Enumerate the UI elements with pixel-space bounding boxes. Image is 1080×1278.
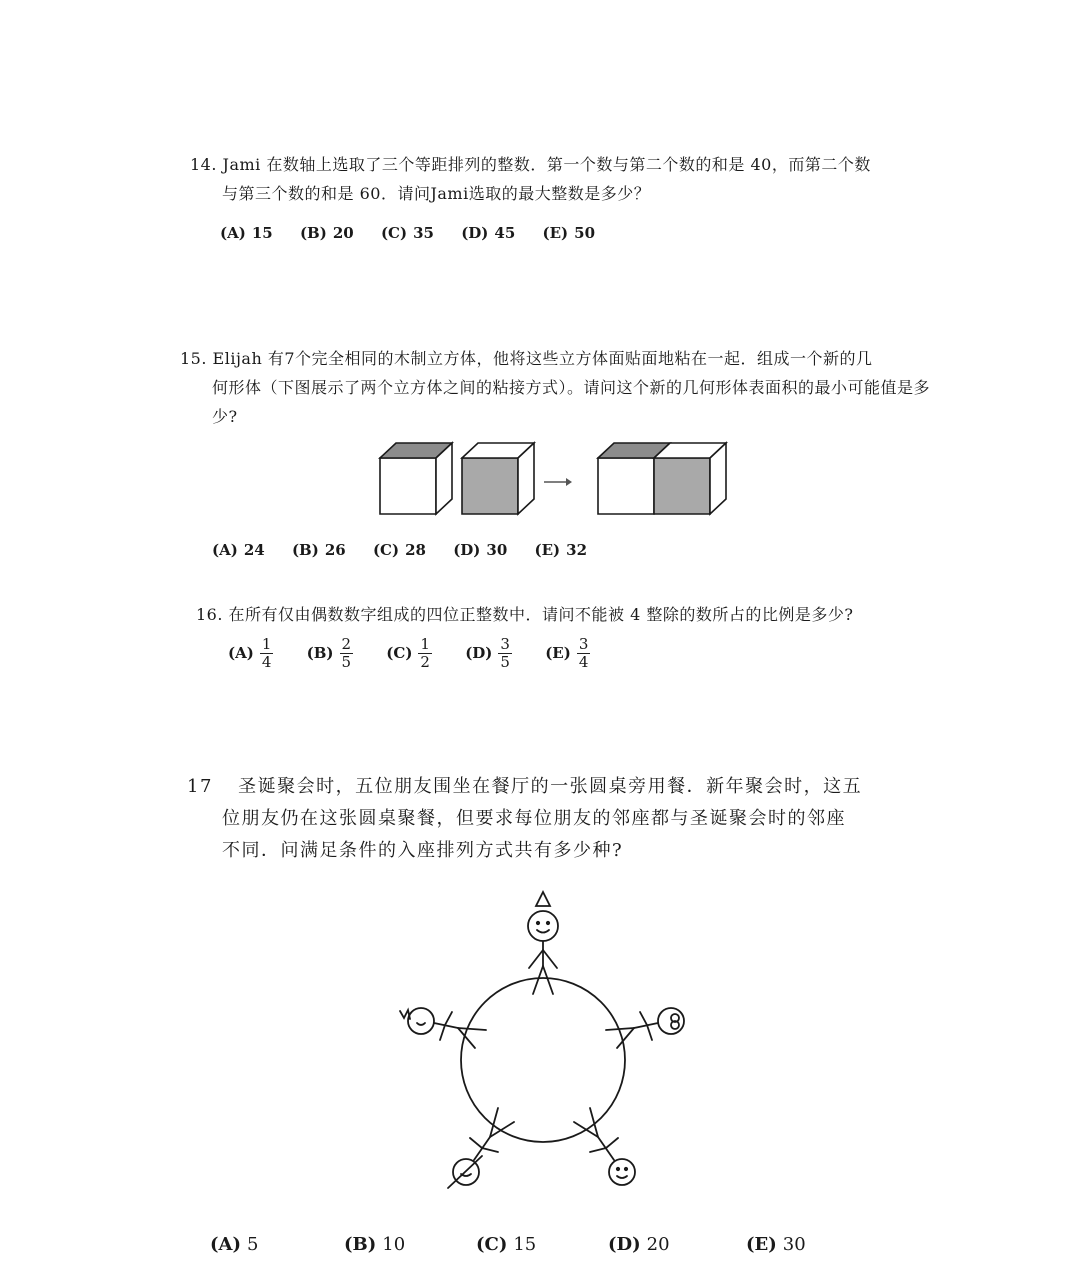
question-16-line-1: 在所有仅由偶数数字组成的四位正整数中．请问不能被 4 整除的数所占的比例是多少? [228,605,854,624]
denominator: 2 [420,653,430,671]
option-label: (E) [542,224,569,242]
option-value: 45 [494,224,516,242]
question-15-options [212,541,609,559]
option-value: 28 [405,541,426,559]
fraction [418,636,432,671]
question-14-number: 14. [190,155,217,174]
option-label: (D) [465,643,493,662]
option-b[interactable] [344,1234,405,1255]
question-15-line-3: 少? [212,407,238,426]
option-a[interactable] [220,224,273,242]
option-label: (A) [220,224,246,242]
white-cube [380,443,452,514]
option-label: (E) [534,541,561,559]
numerator: 2 [341,635,352,653]
option-b[interactable] [307,636,353,671]
numerator: 3 [500,635,510,653]
option-value: 35 [413,224,434,242]
option-e[interactable] [543,224,596,242]
question-17-continued-2 [222,836,623,866]
question-16-options [228,636,618,671]
option-label: (A) [228,643,254,662]
option-label: (E) [746,1234,777,1255]
option-label: (B) [306,643,334,662]
option-c[interactable] [386,636,432,671]
option-a[interactable] [228,636,273,671]
option-value: 20 [646,1234,670,1255]
glued-cube-pair [598,443,726,514]
option-label: (C) [386,643,413,662]
option-e[interactable] [535,541,588,559]
option-d[interactable] [608,1234,670,1255]
friend-lower-right [574,1108,635,1185]
question-15-line-2: 何形体（下图展示了两个立方体之间的粘接方式）。请问这个新的几何形体表面积的最小可能值是多 [212,378,931,397]
friend-upper-left [400,1008,486,1048]
question-14-line-1: Jami 在数轴上选取了三个等距排列的整数．第一个数与第二个数的和是 40，而第二个数 [222,155,871,174]
arrow-icon [544,478,572,486]
option-label: (C) [372,541,400,559]
question-17-line-1: 圣诞聚会时，五位朋友围坐在餐厅的一张圆桌旁用餐．新年聚会时，这五 [238,776,863,797]
option-label: (B) [291,541,319,559]
question-14-options [220,224,617,242]
question-15-number: 15. [180,349,207,368]
question-17-number: 17 [187,776,213,797]
option-value: 15 [513,1234,537,1255]
option-label: (D) [608,1234,641,1255]
question-17-options [0,1234,1080,1262]
option-label: (B) [344,1234,377,1255]
option-e[interactable] [545,636,590,671]
fraction [260,636,274,671]
option-label: (C) [380,224,408,242]
denominator: 5 [341,653,352,671]
option-e[interactable] [746,1234,806,1255]
option-value: 20 [332,224,354,242]
option-b[interactable] [292,541,346,559]
fraction [498,636,512,671]
option-label: (A) [212,541,238,559]
option-label: (A) [210,1234,241,1255]
option-d[interactable] [465,636,512,671]
question-15-continued [212,373,930,402]
option-value: 30 [782,1234,806,1255]
option-value: 15 [251,224,273,242]
option-label: (D) [461,224,489,242]
question-14-line-2: 与第三个数的和是 60．请问Jami选取的最大整数是多少？ [222,184,651,203]
option-label: (D) [453,541,481,559]
option-value: 10 [382,1234,406,1255]
option-value: 30 [486,541,508,559]
option-value: 5 [247,1234,259,1255]
option-label: (C) [476,1234,508,1255]
question-17-line-2: 位朋友仍在这张圆桌聚餐，但要求每位朋友的邻座都与圣诞聚会时的邻座 [222,808,846,829]
numerator: 1 [261,635,272,653]
fraction [577,636,591,671]
question-15-continued-2 [212,402,238,431]
option-d[interactable] [461,224,515,242]
option-value: 50 [574,224,596,242]
question-15-line-1: Elijah 有7个完全相同的木制立方体，他将这些立方体面贴面地粘在一起．组成一个新的几 [212,349,873,368]
question-15 [180,344,873,373]
denominator: 4 [261,653,272,671]
option-label: (E) [545,643,571,662]
round-table-diagram [390,882,700,1202]
cube-gluing-diagram [370,438,730,520]
question-16-number: 16. [196,605,223,624]
round-table [461,978,625,1142]
question-14 [190,150,871,179]
denominator: 4 [578,653,589,671]
option-b[interactable] [300,224,354,242]
question-16 [196,600,853,629]
option-d[interactable] [453,541,507,559]
option-c[interactable] [476,1234,536,1255]
friend-lower-left [448,1108,514,1188]
option-a[interactable] [210,1234,258,1255]
option-a[interactable] [212,541,265,559]
option-label: (B) [299,224,327,242]
numerator: 3 [578,635,589,653]
question-17-line-3: 不同．问满足条件的入座排列方式共有多少种? [222,840,624,861]
question-14-continued [222,179,650,208]
option-value: 26 [324,541,346,559]
denominator: 5 [500,653,510,671]
numerator: 1 [420,635,430,653]
option-c[interactable] [381,224,434,242]
option-c[interactable] [373,541,426,559]
option-value: 24 [243,541,265,559]
fraction [340,636,354,671]
grey-cube [462,443,534,514]
question-17-continued [222,804,846,834]
question-17 [187,772,862,802]
option-value: 32 [566,541,588,559]
